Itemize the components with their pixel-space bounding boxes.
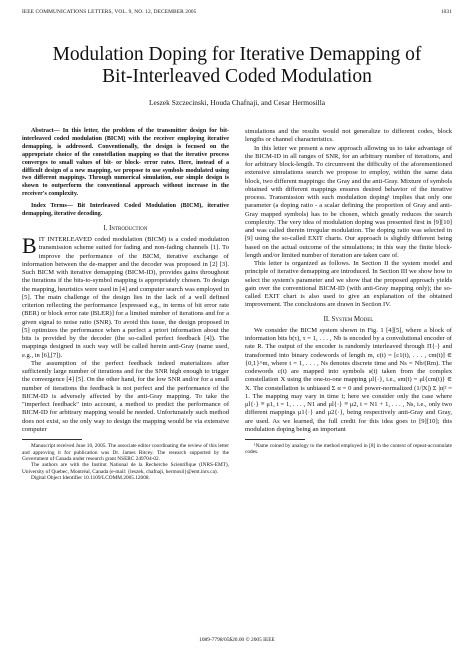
- section-2-title: II. System Model: [323, 315, 374, 323]
- intro-paragraph-2: The assumption of the perfect feedback indeed materializes after sufficiently large number of iterations and for the SNR high enough to trigger the convergence [4] [5]. On the other hand, for the low SNR and/or for a small number of iterations the feedback is not perfect and the performance of the BICM-ID is adversely affected by the anti-Gray mapping. To take the "imperfect feedback" into account, a method to predict the performance of BICM-ID for arbitrary mapping would be needed. Unfortunately such method does not exist, so the only way to design the mapping would be via extensive computer: [22, 359, 229, 433]
- running-header: [22, 9, 452, 15]
- index-terms: Index Terms— Bit Interleaved Coded Modulation (BICM), iterative demapping, iterative decoding.: [22, 203, 229, 218]
- abstract: Abstract— In this letter, the problem of the transmitter design for bit-interleaved coded modulation (BICM) with the receiver employing iterative demapping, is addressed. Conventionally, the design is focused on the appropriate choice of the constellation mapping so that the iterative process converges to small values of bit- or block- error rates. Here, instead of a difficult design of a new mapping, we propose to use symbols modulated using two different mappings. Through numerical simulation, our simple design is shown to outperform the conventional approach without increase in the receiver's complexity.: [22, 128, 229, 198]
- footnote-doi: Digital Object Identifier 10.1109/LCOMM.2005.12008.: [31, 475, 150, 482]
- footnote-rule: [22, 439, 82, 440]
- right-paragraph-2: In this letter we present a new approach allowing us to take advantage of the BICM-ID in all ranges of SNR, for an arbitrary number of iterations, and for arbitrary block-length. To circumvent the difficulty of the aforementioned extensive simulations search we propose to employ, within the same data block, two different mappings: the Gray and the anti-Gray. Mixture of symbols obtained with different mappings ensures desired behavior of the iterative process. Transmission with such modulation doping¹ implies that only one parameter (a doping ratio - a scalar defining the proportion of Gray and anti-Gray mapped symbols) has to be chosen, which greatly reduces the search complexity. The very idea of modulation doping was presented first in [9][10] and was called therein irregular modulation. The doping ratio was selected in [9] using the so-called EXIT charts. Our approach is slightly different being based on the actual outcome of the simulations; in this way the finite block-length and/or limited number of iteration are taken care of.: [245, 144, 452, 259]
- footnote-manuscript: Manuscript received June 10, 2005. The associate editor coordinating the review of this letter and approving it for publication was Dr. James Ritcey. The research supported by the Government of Canada under research grant NSERC 249704-02.: [22, 443, 229, 463]
- title-line-2: Bit-Interleaved Coded Modulation: [102, 66, 372, 87]
- title-line-1: Modulation Doping for Iterative Demapping of: [52, 44, 422, 65]
- footnote-authors: The authors are with the Institut National de la Recherche Scientifique (INRS-EMT), University of Quebec, Montréal, Canada (e-mail: {leszek, chafnaji, hermosil}@emt.inrs.ca).: [22, 462, 229, 475]
- page-number: 1031: [440, 9, 452, 15]
- footnote-rule-right: [245, 439, 305, 440]
- intro-text-1: IT INTERLEAVED coded modulation (BICM) is a coded modulation transmission scheme suited for fading and non-fading channels [1]. To improve the performance of the BICM, iterative exchange of information between the de-mapper and the decoder was proposed in [2] [3]. Such BICM with iterative demapping (BICM-ID), provides gains throughout the iterations if the bits-to-symbol mapping is appropriately chosen. To design the mapping, heuristics were used in [4] and computer search was employed in [5]. The main challenge of the design lies in the lack of a well defined criterion reflecting the performance [expressed e.g., in terms of bit error rate (BER) or block error rate (BLER)] for a limited number of iterations and for a given signal to noise ratio (SNR). To avoid this issue, the design proposed in [5] optimizes the performance when a perfect a priori information about the bits is provided by the decoder (the so-called perfect feedback [4]). The mappings designed in such way will be called herein anti-Gray (name used, e.g., in [6],[7]).: [22, 236, 229, 359]
- copyright-footer: 1089-7798/05$20.00 © 2005 IEEE: [199, 637, 275, 643]
- drop-cap: B: [22, 233, 37, 259]
- journal-info: IEEE COMMUNICATIONS LETTERS, VOL. 9, NO. 12, DECEMBER 2005: [22, 9, 197, 15]
- section-1-title: I. Introduction: [103, 224, 148, 232]
- right-paragraph-1: simulations and the results would not generalize to different codes, block lengths or channel characteristics.: [245, 128, 452, 144]
- intro-paragraph-1: [22, 233, 229, 360]
- authors: Leszek Szczecinski, Houda Chafnaji, and Cesar Hermosilla: [148, 98, 326, 107]
- left-column: [22, 128, 229, 482]
- system-model-paragraph: We consider the BICM system shown in Fig. 1 [4][5], where a block of information bits b(τ), τ = 1, . . . , Nb is encoded by a convolutional encoder of rate R. The output of the encoder is randomly interleaved through Π{·} and transformed into binary codewords of length m, c(t) = [c1(t), . . . , cm(t)] ∈ {0,1}^m, where t = 1, . . . , Ns denotes discrete time and Ns = Nb/(Rm). The codewords c(t) are mapped into symbols s(t) taken from the complex constellation X using the one-to-one mapping μl{·}, i.e., sm(t) = μl{cm(t)} ∈ X. The constellation is unbiased Σ α = 0 and power-normalized (1/|X|) Σ |α|² = 1. The mapping may vary in time t; here we consider only the case where μl{·} ≡ μ1, t = 1, . . . , N1 and μl{·} ≡ μ2, t = N1 + 1, . . . , Ns, i.e., only two different mappings μ1{·} and μ2{·}, being respectively anti-Gray and Gray, are used. As we learned, the full credit for this idea goes to [9][10]; this modulation doping being an important: [245, 326, 452, 433]
- right-column: [245, 128, 452, 456]
- footnote-doping: ¹Name coined by analogy to the method employed in [8] in the context of repeat-accumulate codes.: [245, 443, 452, 456]
- paper-title: [0, 44, 474, 88]
- right-paragraph-3: This letter is organized as follows. In Section II the system model and principle of iterative demapping are introduced. In Section III we show how to select the system's parameter and we show that the proposed approach yields gain over the conventional BICM-ID (with anti-Gray mapping only); the so-called EXIT chart is also used to give an explanation of the obtained improvement. The conclusions are drawn in Section IV.: [245, 260, 452, 309]
